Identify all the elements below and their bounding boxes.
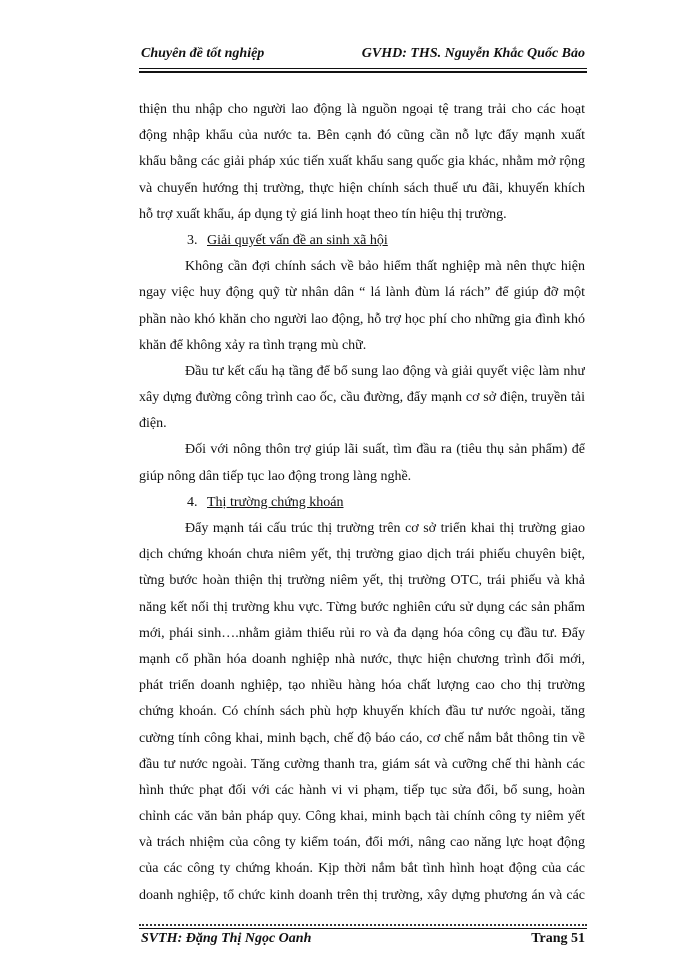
text-line: hình thức phạt đối với các hành vi vi phạm, tiếp tục sửa đổi, bổ sung, hoàn bbox=[139, 782, 585, 798]
text-line: đầu tư nước ngoài. Tăng cường thanh tra, giám sát và cưỡng chế thi hành các bbox=[139, 756, 585, 772]
footer-page-number: Trang 51 bbox=[531, 931, 585, 946]
text-line: điện. bbox=[139, 416, 167, 432]
text-line: ngay việc huy động quỹ từ nhân dân “ lá lành đùm lá rách” để giúp đỡ một bbox=[139, 285, 585, 301]
text-line: cường tính công khai, minh bạch, chế độ báo cáo, cơ chế nắm bắt thông tin về bbox=[139, 730, 585, 746]
text-line: phần nào khó khăn cho người lao động, hỗ trợ học phí cho những gia đình khó bbox=[139, 311, 585, 327]
text-line: mạnh cổ phần hóa doanh nghiệp nhà nước, thực hiện chương trình đổi mới, bbox=[139, 651, 585, 667]
page-footer bbox=[139, 931, 587, 953]
footer-student: SVTH: Đặng Thị Ngọc Oanh bbox=[141, 931, 312, 946]
header-document-title: Chuyên đề tốt nghiệp bbox=[141, 46, 265, 61]
text-line: Đẩy mạnh tái cấu trúc thị trường trên cơ sở triển khai thị trường giao bbox=[185, 521, 585, 536]
footer-rule-dotted bbox=[139, 924, 587, 926]
text-line: Không cần đợi chính sách về bảo hiểm thất nghiệp mà nên thực hiện bbox=[185, 259, 585, 275]
page-header bbox=[139, 42, 587, 66]
text-line: phát triển doanh nghiệp, tạo nhiều hàng hóa chất lượng cao cho thị trường bbox=[139, 678, 585, 694]
footer-rule-thin bbox=[139, 928, 587, 929]
document-body bbox=[139, 97, 585, 909]
text-line: Đầu tư kết cấu hạ tầng để bổ sung lao động và giải quyết việc làm như bbox=[185, 363, 585, 379]
text-line: và chuyển hướng thị trường, thực hiện chính sách thuế ưu đãi, khuyến khích bbox=[139, 180, 585, 196]
text-line: dịch chứng khoán chưa niêm yết, thị trường giao dịch trái phiếu chuyên biệt, bbox=[139, 547, 585, 563]
text-line: Đối với nông thôn trợ giúp lãi suất, tìm đầu ra (tiêu thụ sản phẩm) để bbox=[185, 442, 585, 458]
text-line: từng bước hoàn thiện thị trường niêm yết, thị trường OTC, trái phiếu và khả bbox=[139, 573, 585, 589]
text-line: động nhập khẩu của nước ta. Bên cạnh đó cũng cần nỗ lực đẩy mạnh xuất bbox=[139, 128, 585, 144]
section-title: Thị trường chứng khoán bbox=[207, 494, 344, 510]
text-line: giúp nông dân tiếp tục lao động trong làng nghề. bbox=[139, 468, 412, 484]
text-line: năng kết nối thị trường khu vực. Từng bước nghiên cứu sử dụng các sản phẩm bbox=[139, 599, 585, 615]
text-line: chỉnh các văn bản pháp quy. Công khai, minh bạch tài chính công ty niêm yết bbox=[139, 809, 585, 825]
text-line: khẩu bằng các giải pháp xúc tiến xuất khẩu sang quốc gia khác, nhằm mở rộng bbox=[139, 154, 585, 170]
text-line: doanh nghiệp, tổ chức kinh doanh trên thị trường, xây dựng phương án và các bbox=[139, 887, 585, 903]
header-advisor: GVHD: THS. Nguyễn Khắc Quốc Bảo bbox=[361, 46, 585, 61]
section-number: 4. bbox=[187, 494, 198, 510]
header-rule-thin bbox=[139, 68, 587, 69]
text-line: mới, phái sinh….nhằm giảm thiểu rủi ro và đa dạng hóa công cụ đầu tư. Đẩy bbox=[139, 625, 585, 641]
text-line: chứng khoán. Có chính sách phù hợp khuyến khích đầu tư nước ngoài, tăng bbox=[139, 704, 585, 720]
header-rule-thick bbox=[139, 71, 587, 73]
text-line: và trách nhiệm của công ty kiểm toán, đổi mới, nâng cao năng lực hoạt động bbox=[139, 835, 585, 851]
text-line: xây dựng đường công trình cao ốc, cầu đường, đẩy mạnh cơ sở điện, truyền tải bbox=[139, 390, 585, 406]
section-number: 3. bbox=[187, 232, 198, 248]
text-line: của các công ty chứng khoán. Kịp thời nắm bắt tình hình hoạt động của các bbox=[139, 861, 585, 877]
section-title: Giải quyết vấn đề an sinh xã hội bbox=[207, 232, 388, 248]
section-heading bbox=[139, 228, 585, 254]
text-line: khăn để không xảy ra tình trạng mù chữ. bbox=[139, 337, 367, 353]
text-line: thiện thu nhập cho người lao động là nguồn ngoại tệ trang trải cho các hoạt bbox=[139, 102, 585, 117]
text-line: hỗ trợ xuất khẩu, áp dụng tỷ giá linh hoạt theo tín hiệu thị trường. bbox=[139, 206, 507, 222]
section-heading bbox=[139, 490, 585, 516]
